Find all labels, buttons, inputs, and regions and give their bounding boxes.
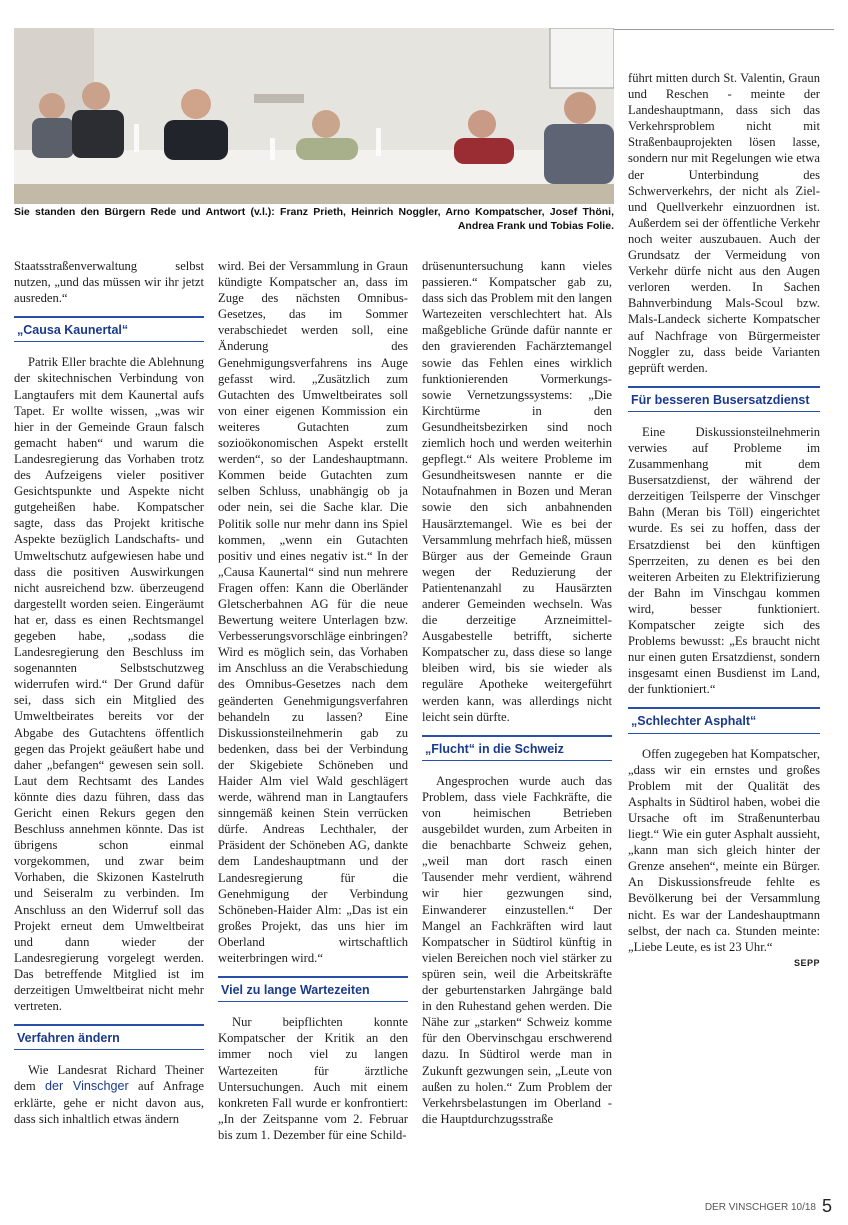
article-photo [14,28,614,204]
paragraph: wird. Bei der Versammlung in Graun kündigte Kompatscher an, dass im Zuge des nächsten Omnibus-Gesetzes, das im Sommer verabschiedet werden soll, eine Änderung des Genehmigungsverfahrens ins Auge gefasst wird. „Zusätzlich zum Gutachten des Umweltbeirates soll von einer eigenen Kommission ein weiteres Gutachten zum sozioökonomischen Aspekt erstellt werden“, so der Landeshauptmann. Kommen beide Gutachten zum selben Schluss, unabhängig ob ja oder nein, sei die Sache klar. Die Politik solle nur mehr dann ins Spiel kommen, „wenn ein Gutachten positiv und eines negativ ist.“ In der „Causa Kaunertal“ sind nun mehrere Fragen offen: Kann die Oberländer Gletscherbahnen AG für die neue Bewertung weitere Unterlagen bzw. Verbesserungsvorschläge einbringen? Wird es möglich sein, das Vorhaben im Anschluss an die Verabschiedung des Omnibus-Gesetzes nach dem geänderten Genehmigungsverfahren behandeln zu lassen? Eine Diskussionsteilnehmerin gab zu bedenken, dass bei der Verbindung der Skigebiete Schöneben und Haider Alm viel Wald geschlägert werde, während man in Langtaufers sinngemäß keinen Stein verrücken dürfe. Andreas Lechthaler, der Präsident der Schöneben AG, dankte dem Landeshauptmann und der Landesregierung für die Genehmigung der Verbindung Schöneben-Haider Alm: „Das ist ein großes Projekt, das uns hier im Oberland wirtschaftlich weiterbringen wird.“ [218,259,408,966]
paragraph: Eine Diskussionsteilnehmerin verwies auf Probleme im Zusammenhang mit dem Busersatzdienst, der während der derzeitigen Teilsperre der Vinschger Bahn (Meran bis Töll) eingerichtet wurde. Es sei zu hoffen, dass der Ersatzdienst bei den künftigen Sperrzeiten, zu denen es bei den weiteren Arbeiten zu Elektrifizierung der Bahn im Vinschgau kommen wird, besser funktioniert. Kompatscher zeigte sich des Problems bewusst: „Es braucht nicht nur einen guten Ersatzdienst, sondern insgesamt einen Busdienst im Land, der funktioniert.“ [628,424,820,697]
page-footer [705,1196,832,1217]
paragraph [14,1062,204,1126]
brand-name: der Vinschger [45,1079,129,1094]
publication-name: DER VINSCHGER 10/18 [704,1202,816,1213]
paragraph: Offen zugegeben hat Kompatscher, „dass wir ein ernstes und großes Problem mit der Qualität des Asphalts in Südtirol haben, wobei die Ursache oft im Straßenunterbau liegt.“ Wie ein guter Asphalt aussieht, „kann man sich gleich hinter der Grenze ansehen“, meinte ein Bürger. An Diskussionsfreude fehlte es Bevölkerung bei der Versammlung nicht. Es war der Landeshauptmann selbst, der nach ca. Stunden meinte: „Liebe Leute, es ist 23 Uhr.“ [628,746,820,954]
paragraph: Patrik Eller brachte die Ablehnung der skitechnischen Verbindung von Langtaufers mit dem Kaunertal aufs Tapet. Er wollte wissen, „was wir hier in der Gemeinde Graun falsch gemacht haben“ und warum die Landesregierung das Vorhaben trotz des Aufzeigens vieler positiver Gesichtspunkte und Aspekte nicht gutgeheißen habe. Kompatscher sagte, dass das Projekt kritische Aspekte bezüglich Landschafts- und Umweltschutz aufgewiesen habe und dass die positiven Auswirkungen nicht ausreichend bzw. überzeugend dargestellt worden seien. Eingeräumt hat er, dass es einen Rechtsmangel gegeben habe, „sodass die Landesregierung den Beschluss im sogenannten Selbstschutzweg widerrufen wird.“ Der Grund dafür sei, dass sich ein Mitglied des Umweltbeirates bereits vor der Abgabe des Gutachtens öffentlich gegen das Projekt geäußert habe und daher „befangen“ gewesen sein soll. Laut dem Rechtsamt des Landes könnte dies dazu führen, dass das Gericht einen Rekurs gegen den Beschluss annehmen könnte. Das ist übrigens schon einmal vorgekommen, und zwar beim Vorhaben, die Skizonen Kastelruth und Seiseralm zu verbinden. Im Anschluss an den Widerruf soll das Projekt erneut dem Umweltbeirat und dann wieder der Landesregierung vorgelegt werden. Das betreffende Mitglied ist im derzeitigen Umweltbeirat nicht mehr vertreten. [14,355,204,1014]
subheading-busersatzdienst: Für besseren Busersatzdienst [628,386,820,412]
subheading-schlechter-asphalt: „Schlechter Asphalt“ [628,707,820,733]
subheading-wartezeiten: Viel zu lange Wartezeiten [218,976,408,1002]
text-fragment: Wie Landesrat Richard Theiner dem [14,1063,204,1094]
subheading-causa-kaunertal: „Causa Kaunertal“ [14,316,204,342]
paragraph: führt mitten durch St. Valentin, Graun und Reschen - meinte der Landeshauptmann, dass sich das Verkehrsproblem nicht mit Straßenbauprojekten lösen lasse, sondern nur mit Regelungen wie etwa der Unterbindung des Schwerverkehrs, der nicht als Ziel- und Quellverkehr einzuordnen ist. Außerdem sei der öffentliche Verkehr noch weiter auszubauen. Auch der Grundsatz der Vermeidung von Verkehr dürfe nicht aus den Augen verloren werden. In Sachen Bahnverbindung Mals-Scoul bzw. Mals-Landeck sicherte Kompatscher auf Nachfrage von Bürgermeister Noggler zu, dass beide Varianten geprüft werden. [628,71,820,375]
paragraph: drüsenuntersuchung kann vieles passieren.“ Kompatscher gab zu, dass sich das Problem mit den langen Wartezeiten verschlechtert hat. Als maßgebliche Gründe dafür nannte er den gravierenden Fachärztemangel sowie das Fehlen eines wirklich funktionierenden Vormerkungs- sowie Vernetzungssystems: „Die Kirchtürme in den Gesundheitsbezirken sind noch ziemlich hoch und werden weiterhin gepflegt.“ Als weitere Probleme im Gesundheitswesen nannte er die Notaufnahmen in Bozen und Meran sowie den sich anbahnenden Hausärztemangel. Wie es bei der Versammlung mehrfach hieß, müssen Bürger aus der Gemeinde Graun wegen der Reduzierung der Patientenanzahl zu Hausärzten anderer Gemeinden wechseln. Was die derzeitige Arzneimittel-Ausgabestelle betrifft, sicherte Kompatscher zu, dass diese so lange bleiben wird, bis sie wieder als reguläre Apotheke weitergeführt werden kann, was allerdings nicht leicht sein dürfte. [422,259,612,724]
paragraph: Staatsstraßenverwaltung selbst nutzen, „und das müssen wir ihr jetzt ausreden.“ [14,259,204,306]
column-4 [628,70,820,971]
column-3 [422,258,612,1127]
author-signature: SEPP [793,957,820,968]
column-1 [14,258,204,1127]
text-fragment: auf Anfrage erklärte, gehe er nicht davon aus, dass sich inhaltlich etwas ändern [14,1079,204,1126]
paragraph: Angesprochen wurde auch das Problem, dass viele Fachkräfte, die von heimischen Betrieben ausgebildet wurden, zum Arbeiten in die benachbarte Schweiz gehen, „weil man dort rasch einen Tausender mehr verdient, während wir hier gezwungen sind, Einwanderer einzustellen.“ Der Mangel an Fachkräften wird laut Kompatscher in Südtirol künftig in vielen Bereichen noch viel stärker zu spüren sein, weil die Arbeitskräfte der geburtenstarken Jahrgänge bald in den Ruhestand gehen werden. Die Nähe zur „starken“ Schweiz komme für den Obervinschgau erschwerend dazu. In Südtirol werde man in Zukunft gezwungen sein, „Leute von außen zu holen.“ Zum Problem der Verkehrsbelastungen im Oberland - die Hauptdurchzugsstraße [422,773,612,1126]
column-2 [218,258,408,1143]
photo-caption: Sie standen den Bürgern Rede und Antwort (v.l.): Franz Prieth, Heinrich Noggler, Arno Kompatscher, Josef Thöni, Andrea Frank und Tobias Folie. [14,206,614,232]
subheading-verfahren-aendern: Verfahren ändern [14,1024,204,1050]
page-number: 5 [821,1196,832,1216]
subheading-flucht-schweiz: „Flucht“ in die Schweiz [422,735,612,761]
paragraph: Nur beipflichten konnte Kompatscher der Kritik an den immer noch viel zu langen Wartezeiten für ärztliche Untersuchungen. Auch mit einem konkreten Fall wurde er konfrontiert: „In der Zeitspanne vom 2. Februar bis zum 1. Dezember für eine Schild- [218,1015,408,1142]
